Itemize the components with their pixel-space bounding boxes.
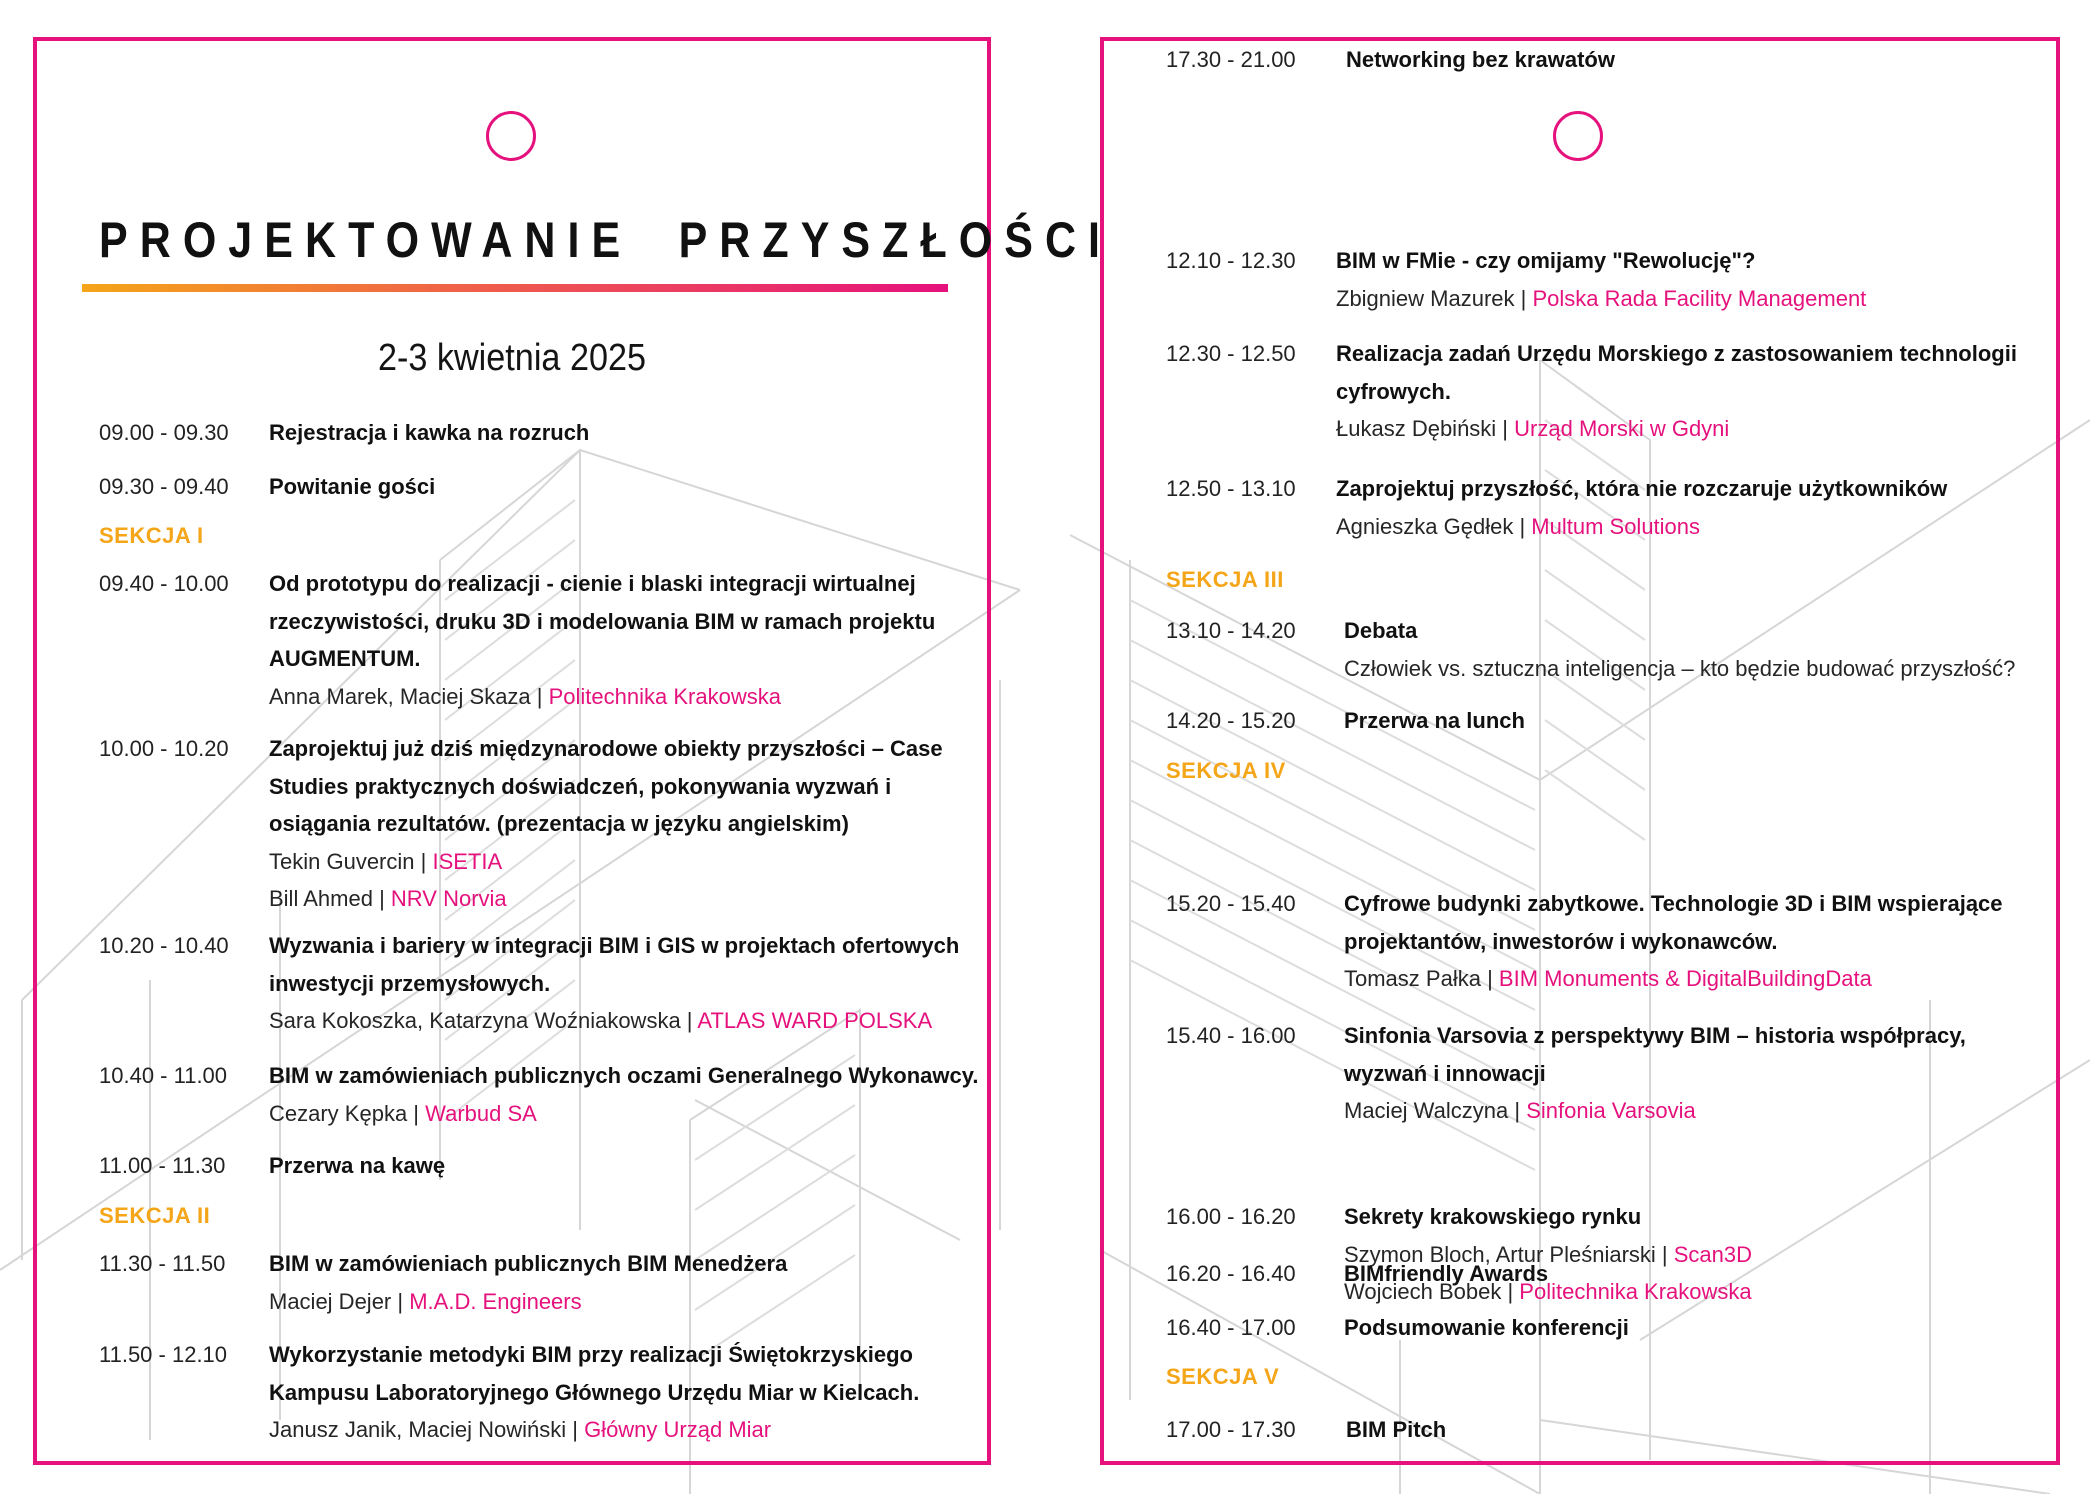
session-title-line: Przerwa na kawę: [269, 1153, 446, 1178]
session-time: 10.20 - 10.40: [99, 933, 229, 958]
session-title-line: Zaprojektuj przyszłość, która nie rozczaruje użytkowników: [1336, 476, 1948, 501]
speaker-line: [269, 1095, 978, 1133]
speaker-names: Agnieszka Gędłek: [1336, 513, 1514, 539]
session-title-line: Wykorzystanie metodyki BIM przy realizacji Świętokrzyskiego: [269, 1342, 913, 1367]
session-details: [269, 1057, 978, 1132]
session-time: 11.50 - 12.10: [99, 1342, 228, 1367]
session-title-line: rzeczywistości, druku 3D i modelowania BIM w ramach projektu: [269, 608, 936, 634]
session-time: 16.00 - 16.20: [1166, 1204, 1296, 1229]
session-details: [1346, 41, 1615, 79]
separator: |: [372, 886, 391, 911]
speaker-organization: Politechnika Krakowska: [1519, 1279, 1752, 1304]
separator: |: [680, 1008, 698, 1033]
session-title-line: Debata: [1344, 618, 1418, 643]
session-details: [1336, 335, 2017, 448]
speaker-line: [1344, 1092, 1966, 1130]
session-time: 09.40 - 10.00: [99, 571, 229, 596]
session-time: 09.30 - 09.40: [99, 474, 229, 499]
speaker-names: Anna Marek, Maciej Skaza: [269, 683, 531, 709]
session-time: 10.00 - 10.20: [99, 736, 229, 761]
session-subtitle: Człowiek vs. sztuczna inteligencja – kto będzie budować przyszłość?: [1344, 655, 2016, 681]
session-title-line: osiągania rezultatów. (prezentacja w języku angielskim): [269, 811, 849, 836]
speaker-organization: ATLAS WARD POLSKA: [697, 1008, 933, 1033]
session-time: 12.30 - 12.50: [1166, 341, 1296, 366]
speaker-names: Bill Ahmed: [269, 886, 373, 911]
speaker-line: [269, 1411, 919, 1449]
session-title-line: AUGMENTUM.: [269, 646, 421, 671]
speaker-organization: BIM Monuments & DigitalBuildingData: [1498, 966, 1872, 991]
session-title-line: BIM Pitch: [1346, 1417, 1447, 1442]
speaker-line: [1336, 410, 2017, 448]
session-title-line: Zaprojektuj już dziś międzynarodowe obiekty przyszłości – Case: [269, 736, 943, 761]
session-title-line: Podsumowanie konferencji: [1344, 1315, 1629, 1340]
separator: |: [1496, 416, 1515, 441]
session-details: [1344, 1255, 1548, 1293]
speaker-names: Janusz Janik, Maciej Nowiński: [269, 1417, 567, 1442]
session-time: 16.40 - 17.00: [1166, 1315, 1296, 1340]
session-title-line: Realizacja zadań Urzędu Morskiego z zastosowaniem technologii: [1336, 341, 2017, 366]
speaker-names: Sara Kokoszka, Katarzyna Woźniakowska: [269, 1008, 681, 1033]
speaker-organization: Urząd Morski w Gdyni: [1514, 416, 1730, 441]
session-details: [269, 468, 435, 506]
session-time: 12.50 - 13.10: [1166, 476, 1296, 501]
separator: |: [391, 1288, 410, 1314]
separator: |: [1513, 513, 1532, 539]
section-label: SEKCJA I: [99, 523, 204, 548]
session-time: 17.00 - 17.30: [1166, 1417, 1296, 1442]
speaker-names: Tomasz Pałka: [1344, 966, 1481, 991]
speaker-organization: NRV Norvia: [390, 886, 507, 911]
session-title-line: Sinfonia Varsovia z perspektywy BIM – historia współpracy,: [1344, 1023, 1966, 1048]
session-title-line: BIM w FMie - czy omijamy "Rewolucję"?: [1336, 248, 1756, 273]
session-details: [269, 1336, 919, 1449]
session-time: 14.20 - 15.20: [1166, 708, 1296, 733]
separator: |: [1514, 285, 1533, 311]
separator: |: [530, 683, 549, 709]
session-title-line: Powitanie gości: [269, 474, 436, 499]
speaker-organization: Scan3D: [1673, 1241, 1753, 1267]
speaker-organization: Główny Urząd Miar: [584, 1417, 772, 1442]
separator: |: [407, 1100, 426, 1126]
speaker-organization: ISETIA: [432, 848, 503, 874]
session-time: 11.00 - 11.30: [99, 1153, 226, 1178]
session-time: 15.20 - 15.40: [1166, 891, 1296, 916]
separator: |: [414, 848, 433, 874]
session-title-line: Sekrety krakowskiego rynku: [1344, 1204, 1642, 1229]
session-time: 11.30 - 11.50: [99, 1251, 226, 1276]
session-title-line: wyzwań i innowacji: [1344, 1060, 1546, 1086]
session-details: [1336, 242, 1866, 317]
session-title-line: cyfrowych.: [1336, 378, 1451, 404]
session-details: [269, 1245, 787, 1320]
page-title: PROJEKTOWANIE PRZYSZŁOŚCI: [99, 212, 1113, 268]
speaker-organization: Politechnika Krakowska: [548, 683, 781, 709]
speaker-line: [269, 843, 943, 881]
speaker-names: Maciej Dejer: [269, 1288, 392, 1314]
speaker-names: Tekin Guvercin: [269, 848, 415, 874]
session-details: [1344, 612, 2015, 687]
hole-punch-circle: [486, 111, 536, 161]
section-label: SEKCJA V: [1166, 1364, 1280, 1389]
session-details: [1344, 702, 1525, 740]
speaker-line: [1336, 508, 1947, 546]
session-title-line: Studies praktycznych doświadczeń, pokonywania wyzwań i: [269, 773, 892, 799]
speaker-names: Szymon Bloch, Artur Pleśniarski: [1344, 1241, 1656, 1267]
speaker-names: Wojciech Bobek: [1344, 1279, 1502, 1304]
session-details: [1344, 1309, 1629, 1347]
agenda-page-left: [33, 37, 1113, 1465]
session-title-line: Kampusu Laboratoryjnego Głównego Urzędu Miar w Kielcach.: [269, 1379, 920, 1405]
separator: |: [1508, 1098, 1527, 1123]
speaker-line: [1344, 960, 2003, 998]
separator: |: [1655, 1241, 1674, 1267]
speaker-names: Maciej Walczyna: [1344, 1098, 1509, 1123]
speaker-line: [1336, 280, 1866, 318]
session-title-line: Networking bez krawatów: [1346, 47, 1615, 72]
section-label: SEKCJA III: [1166, 567, 1284, 592]
session-details: [269, 730, 943, 918]
session-details: [1336, 470, 1947, 545]
session-title-line: Cyfrowe budynki zabytkowe. Technologie 3D i BIM wspierające: [1344, 891, 2003, 916]
session-time: 17.30 - 21.00: [1166, 47, 1296, 72]
agenda-page-right: [1100, 37, 2060, 1465]
separator: |: [1501, 1279, 1520, 1304]
session-title-line: Rejestracja i kawka na rozruch: [269, 420, 590, 445]
separator: |: [566, 1417, 585, 1442]
session-time: 16.20 - 16.40: [1166, 1261, 1296, 1286]
session-details: [269, 414, 589, 452]
event-date: 2-3 kwietnia 2025: [377, 337, 647, 379]
session-details: [269, 565, 935, 715]
session-details: [1346, 1411, 1446, 1449]
section-label: SEKCJA IV: [1166, 758, 1286, 783]
session-title-line: BIMfriendly Awards: [1344, 1261, 1549, 1286]
session-time: 12.10 - 12.30: [1166, 248, 1296, 273]
session-time: 10.40 - 11.00: [99, 1063, 228, 1088]
session-details: [269, 927, 959, 1040]
speaker-organization: Warbud SA: [425, 1100, 537, 1126]
session-title-line: BIM w zamówieniach publicznych oczami Generalnego Wykonawcy.: [269, 1063, 979, 1088]
session-time: 15.40 - 16.00: [1166, 1023, 1296, 1048]
separator: |: [1480, 966, 1499, 991]
session-time: 13.10 - 14.20: [1166, 618, 1296, 643]
speaker-organization: Polska Rada Facility Management: [1532, 285, 1867, 311]
session-title-line: projektantów, inwestorów i wykonawców.: [1344, 928, 1778, 954]
session-details: [1344, 885, 2003, 998]
speaker-names: Łukasz Dębiński: [1336, 416, 1497, 441]
session-title-line: Od prototypu do realizacji - cienie i blaski integracji wirtualnej: [269, 571, 916, 596]
speaker-names: Cezary Kępka: [269, 1100, 408, 1126]
speaker-organization: M.A.D. Engineers: [409, 1288, 582, 1314]
session-title-line: Wyzwania i bariery w integracji BIM i GIS w projektach ofertowych: [269, 933, 960, 958]
speaker-line: [269, 678, 935, 716]
speaker-line: [269, 1002, 959, 1040]
speaker-organization: Multum Solutions: [1531, 513, 1701, 539]
session-details: [269, 1147, 445, 1185]
session-title-line: inwestycji przemysłowych.: [269, 970, 551, 996]
speaker-organization: Sinfonia Varsovia: [1526, 1098, 1696, 1123]
title-gradient-bar: [82, 284, 948, 292]
speaker-line: [269, 880, 943, 918]
session-title-line: BIM w zamówieniach publicznych BIM Menedżera: [269, 1251, 788, 1276]
session-details: [1344, 1017, 1966, 1130]
speaker-names: Zbigniew Mazurek: [1336, 285, 1515, 311]
section-label: SEKCJA II: [99, 1203, 211, 1228]
hole-punch-circle: [1553, 111, 1603, 161]
session-time: 09.00 - 09.30: [99, 420, 229, 445]
speaker-line: [269, 1283, 787, 1321]
session-title-line: Przerwa na lunch: [1344, 708, 1525, 733]
